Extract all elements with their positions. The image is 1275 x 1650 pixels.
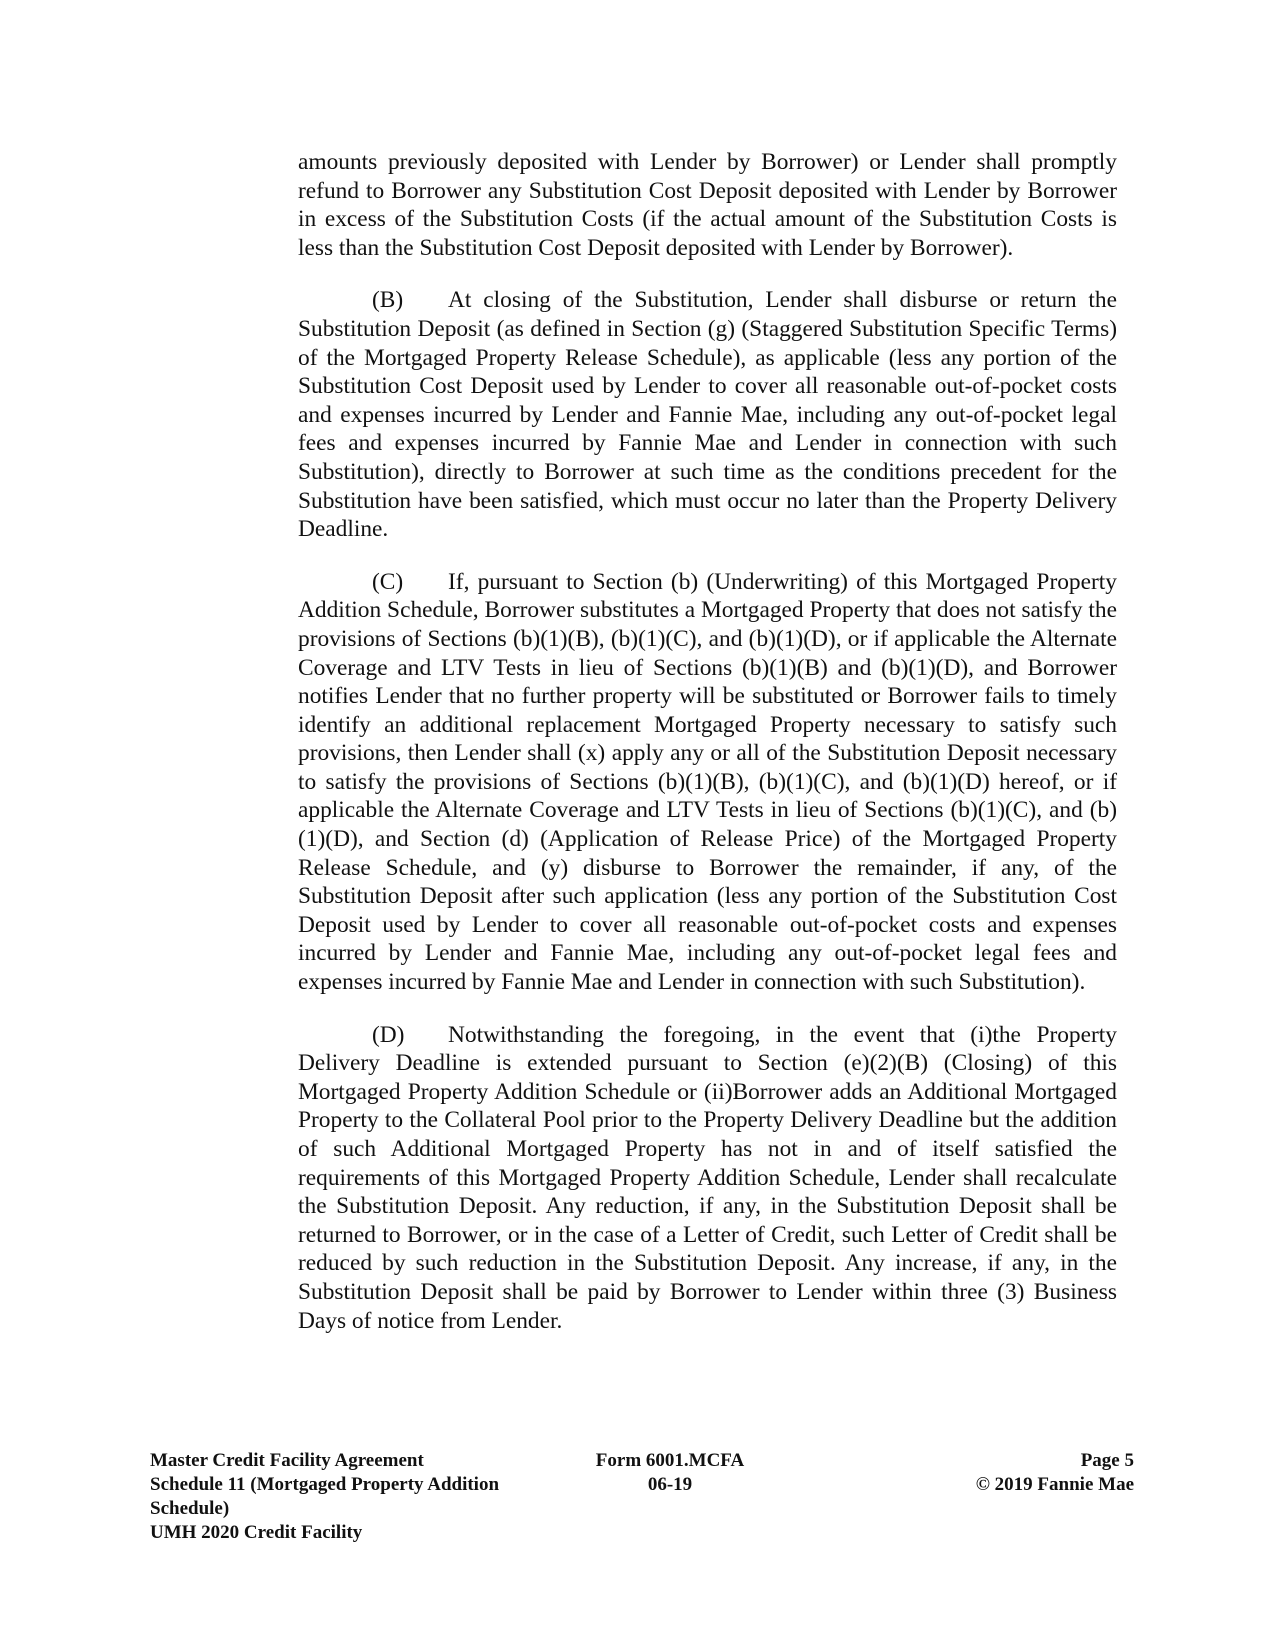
item-label: (D) [372,1021,405,1048]
footer-facility-name: UMH 2020 Credit Facility [150,1522,363,1543]
footer-page-info [874,1449,1134,1497]
continued-paragraph: amounts previously deposited with Lender by Borrower) or Lender shall promptly refund to Borrower any Substitution Cost Deposit deposited with Lender by Borrower in excess of the Substitution Costs (if the actual amount of the Substitution Costs is less than the Substitution Cost Deposit deposited with Lender by Borrower). [298,149,1117,261]
footer-agreement-name: Master Credit Facility Agreement [150,1450,424,1471]
document-body [298,148,1117,1359]
item-label: (C) [372,568,404,595]
footer-document-title [150,1449,560,1545]
item-text: Notwithstanding the foregoing, in the event that (i)the Property Delivery Deadline is extended pursuant to Section (e)(2)(B) (Closing) of this Mortgaged Property Addition Schedule or (ii)Borrower adds an Additional Mortgaged Property to the Collateral Pool prior to the Property Delivery Deadline but the addition of such Additional Mortgaged Property has not in and of itself satisfied the requirements of this Mortgaged Property Addition Schedule, Lender shall recalculate the Substitution Deposit. Any reduction, if any, in the Substitution Deposit shall be returned to Borrower, or in the case of a Letter of Credit, such Letter of Credit shall be reduced by such reduction in the Substitution Deposit. Any increase, if any, in the Substitution Deposit shall be paid by Borrower to Lender within three (3) Business Days of notice from Lender. [298,1021,1117,1334]
list-item-b [298,286,1117,543]
footer-form-number: Form 6001.MCFA [595,1450,745,1471]
item-text: If, pursuant to Section (b) (Underwriting) of this Mortgaged Property Addition Schedule, Borrower substitutes a Mortgaged Property that does not satisfy the provisions of Sections (b)(1)(B), (b)(1)(C), and (b)(1)(D), or if applicable the Alternate Coverage and LTV Tests in lieu of Sections (b)(1)(B) and (b)(1)(D), and Borrower notifies Lender that no further property will be substituted or Borrower fails to timely identify an additional replacement Mortgaged Property necessary to satisfy such provisions, then Lender shall (x) apply any or all of the Substitution Deposit necessary to satisfy the provisions of Sections (b)(1)(B), (b)(1)(C), and (b)(1)(D) hereof, or if applicable the Alternate Coverage and LTV Tests in lieu of Sections (b)(1)(C), and (b)(1)(D), and Section (d) (Application of Release Price) of the Mortgaged Property Release Schedule, and (y) disburse to Borrower the remainder, if any, of the Substitution Deposit after such application (less any portion of the Substitution Cost Deposit used by Lender to cover all reasonable out-of-pocket costs and expenses incurred by Lender and Fannie Mae, including any out-of-pocket legal fees and expenses incurred by Fannie Mae and Lender in connection with such Substitution). [298,568,1117,996]
item-text: At closing of the Substitution, Lender shall disburse or return the Substitution Deposit (as defined in Section (g) (Staggered Substitution Specific Terms) of the Mortgaged Property Release Schedule), as applicable (less any portion of the Substitution Cost Deposit used by Lender to cover all reasonable out-of-pocket costs and expenses incurred by Lender and Fannie Mae, including any out-of-pocket legal fees and expenses incurred by Fannie Mae and Lender in connection with such Substitution), directly to Borrower at such time as the conditions precedent for the Substitution have been satisfied, which must occur no later than the Property Delivery Deadline. [298,287,1117,543]
footer-copyright: © 2019 Fannie Mae [975,1474,1134,1495]
footer-form-info [580,1449,760,1497]
page-footer [150,1449,1134,1559]
item-label: (B) [372,287,404,314]
footer-schedule-name: Schedule 11 (Mortgaged Property Addition Schedule) [150,1474,500,1519]
list-item-d [298,1021,1117,1336]
footer-page-number: Page 5 [1080,1450,1134,1471]
list-item-c [298,568,1117,997]
footer-form-date: 06-19 [647,1474,693,1495]
